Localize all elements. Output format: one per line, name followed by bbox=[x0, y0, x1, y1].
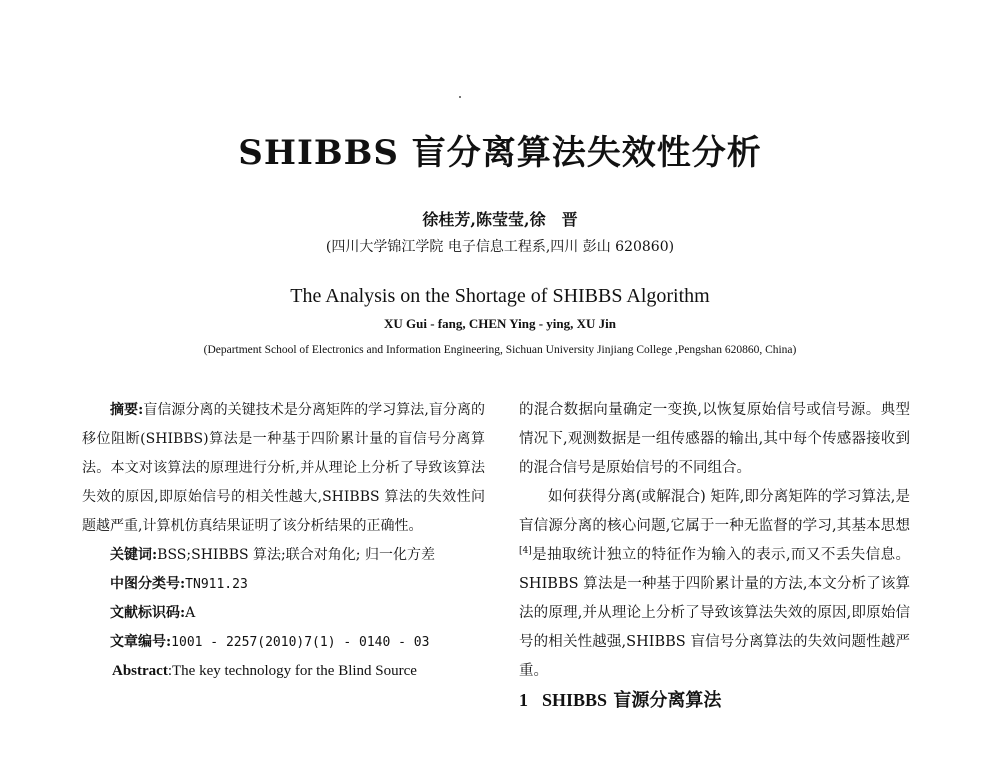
para2-text-a: 如何获得分离(或解混合) 矩阵,即分离矩阵的学习算法,是盲信源分离的核心问题,它属于一种无监督的学习,其基本思想 bbox=[519, 489, 910, 534]
authors-en: XU Gui - fang, CHEN Ying - ying, XU Jin bbox=[384, 316, 616, 331]
body-paragraph-2 bbox=[519, 483, 910, 686]
left-column bbox=[82, 396, 485, 686]
section-heading bbox=[519, 686, 910, 715]
article-no-label: 文章编号: bbox=[110, 634, 172, 650]
clc-label: 中图分类号: bbox=[110, 576, 186, 592]
para2-text-b: 是抽取统计独立的特征作为输入的表示,而又不丢失信息。SHIBBS 算法是一种基于四阶累计量的方法,本文分析了该算法的原理,并从理论上分析了导致该算法失效的原因,即原始信号的相关性越强,SHIBBS 盲信号分离算法的失效问题性越严重。 bbox=[519, 547, 910, 679]
citation-ref: [4] bbox=[519, 546, 532, 557]
keywords-label: 关键词: bbox=[110, 547, 158, 563]
keywords-text: BSS;SHIBBS 算法;联合对角化; 归一化方差 bbox=[157, 547, 435, 563]
keywords bbox=[82, 541, 485, 570]
document-code bbox=[82, 599, 485, 628]
section-title-latin: SHIBBS bbox=[542, 690, 608, 710]
abstract-en bbox=[82, 657, 485, 686]
article-no-value: 1001 - 2257(2010)7(1) - 0140 - 03 bbox=[171, 635, 430, 650]
abstract-label: 摘要: bbox=[110, 402, 144, 418]
clc-value: TN911.23 bbox=[185, 577, 248, 592]
section-title-cn: 盲源分离算法 bbox=[613, 690, 722, 711]
section-number: 1 bbox=[519, 690, 528, 710]
abstract-cn bbox=[82, 396, 485, 541]
paper-title-cn: 盲分离算法失效性分析 bbox=[411, 133, 762, 173]
article-number bbox=[82, 628, 485, 657]
abstract-en-text: :The key technology for the Blind Source bbox=[167, 663, 417, 679]
doc-code-label: 文献标识码: bbox=[110, 605, 186, 621]
affiliation-cn: (四川大学锦江学院 电子信息工程系,四川 彭山 620860) bbox=[325, 239, 675, 255]
paper-title-latin: SHIBBS bbox=[238, 133, 399, 173]
scan-speck bbox=[459, 96, 461, 98]
authors-cn: 徐桂芳,陈莹莹,徐 晋 bbox=[422, 210, 578, 229]
affiliation-en: (Department School of Electronics and Information Engineering, Sichuan University Jinjiang College ,Pengshan 620860, China) bbox=[203, 344, 797, 356]
paper-title-en: The Analysis on the Shortage of SHIBBS Algorithm bbox=[290, 285, 710, 307]
abstract-en-label: Abstract bbox=[112, 663, 168, 679]
clc-number bbox=[82, 570, 485, 599]
doc-code-value: A bbox=[185, 605, 196, 621]
body-paragraph-1: 的混合数据向量确定一变换,以恢复原始信号或信号源。典型情况下,观测数据是一组传感器的输出,其中每个传感器接收到的混合信号是原始信号的不同组合。 bbox=[519, 402, 910, 476]
right-column bbox=[519, 396, 910, 715]
abstract-text: 盲信源分离的关键技术是分离矩阵的学习算法,盲分离的移位阻断(SHIBBS)算法是一种基于四阶累计量的盲信号分离算法。本文对该算法的原理进行分析,并从理论上分析了导致该算法失效的原因,即原始信号的相关性越大,SHIBBS 算法的失效性问题越严重,计算机仿真结果证明了该分析结果的正确性。 bbox=[82, 402, 486, 534]
paper-title bbox=[0, 125, 1000, 174]
